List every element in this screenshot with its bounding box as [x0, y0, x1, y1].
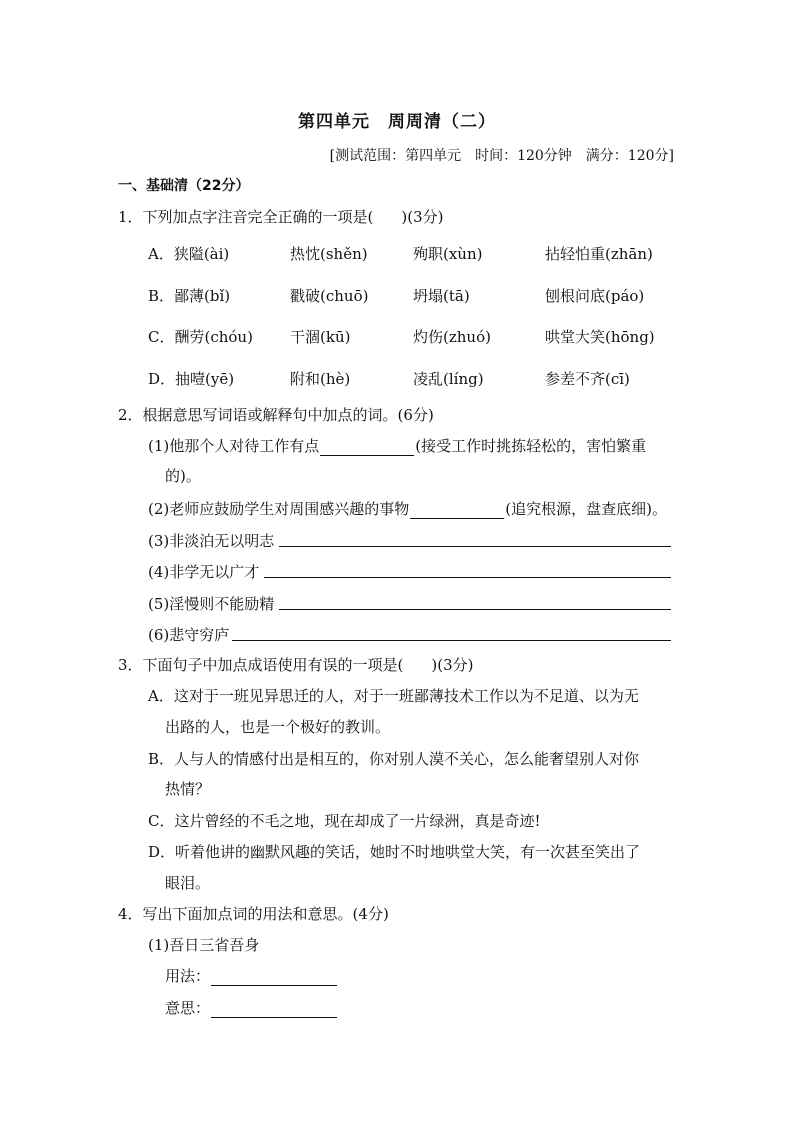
question-2-item-4	[148, 561, 671, 581]
answer-line[interactable]	[279, 609, 671, 610]
meaning-row	[165, 998, 338, 1018]
option-a-item: A．狭隘(ài)	[148, 245, 230, 263]
option-d-item: D．抽噎(yē)	[148, 370, 235, 388]
option-a-item: 拈轻怕重(zhān)	[545, 245, 653, 263]
option-b-item: 坍塌(tā)	[413, 287, 470, 305]
page-title: 第四单元 周周清（二）	[298, 112, 496, 132]
option-b-item: 戳破(chuō)	[290, 287, 369, 305]
item-hint: (接受工作时挑拣轻松的，害怕繁重	[415, 437, 647, 455]
section-heading: 一、基础清（22分）	[118, 178, 250, 194]
question-3-option-b-cont: 热情？	[165, 780, 211, 798]
option-d-item: 参差不齐(cī)	[545, 370, 630, 388]
option-d-item: 凌乱(líng)	[413, 370, 484, 388]
answer-line[interactable]	[279, 546, 671, 547]
question-3-option-d: D．听着他讲的幽默风趣的笑话，她时不时地哄堂大笑，有一次甚至笑出了	[148, 843, 641, 861]
option-c-item: C．酬劳(chóu)	[148, 328, 253, 346]
usage-answer-line[interactable]	[211, 969, 337, 986]
item-text: (2)老师应鼓励学生对周围感兴趣的事物	[148, 500, 410, 518]
answer-blank[interactable]	[320, 439, 414, 456]
question-1-score: )(3分)	[401, 208, 444, 226]
item-text: (5)淫慢则不能励精	[148, 595, 275, 613]
question-3-option-a: A．这对于一班见异思迁的人，对于一班鄙薄技术工作以为不足道、以为无	[148, 687, 639, 705]
option-d-item: 附和(hè)	[290, 370, 351, 388]
item-text: (3)非淡泊无以明志	[148, 532, 275, 550]
answer-line[interactable]	[232, 640, 671, 641]
usage-label: 用法：	[165, 967, 211, 985]
question-3-text: 3．下面句子中加点成语使用有误的一项是(	[118, 656, 404, 674]
option-a-item: 殉职(xùn)	[413, 245, 483, 263]
question-2-item-2	[148, 499, 667, 519]
question-2-stem: 2．根据意思写词语或解释句中加点的词。(6分)	[118, 406, 434, 424]
test-info: [测试范围：第四单元 时间：120分钟 满分：120分]	[329, 148, 674, 164]
item-hint: (追究根源，盘查底细)。	[505, 500, 667, 518]
question-2-item-5	[148, 593, 671, 613]
question-2-item-6	[148, 624, 671, 644]
option-c-item: 干涸(kū)	[290, 328, 351, 346]
option-a-item: 热忱(shěn)	[290, 245, 368, 263]
question-3-stem	[118, 655, 474, 675]
question-3-option-b: B．人与人的情感付出是相互的，你对别人漠不关心，怎么能奢望别人对你	[148, 750, 640, 768]
option-row-b	[148, 285, 708, 307]
question-3-option-d-cont: 眼泪。	[165, 874, 211, 892]
question-2-item-3	[148, 530, 671, 550]
option-b-item: B．鄙薄(bǐ)	[148, 287, 231, 305]
item-text: (4)非学无以广才	[148, 563, 260, 581]
item-text: (1)他那个人对待工作有点	[148, 437, 320, 455]
option-c-item: 灼伤(zhuó)	[413, 328, 491, 346]
option-b-item: 刨根问底(páo)	[545, 287, 645, 305]
option-row-d	[148, 368, 708, 390]
question-2-item-1	[148, 436, 646, 456]
item-text: (6)悲守穷庐	[148, 626, 230, 644]
question-4-stem: 4．写出下面加点词的用法和意思。(4分)	[118, 905, 389, 923]
question-1-text: 1．下列加点字注音完全正确的一项是(	[118, 208, 374, 226]
usage-row	[165, 966, 338, 986]
question-3-option-c: C．这片曾经的不毛之地，现在却成了一片绿洲，真是奇迹!	[148, 812, 541, 830]
question-3-score: )(3分)	[431, 656, 474, 674]
question-2-item-1-cont: 的)。	[165, 467, 201, 485]
question-4-item-1: (1)吾日三省吾身	[148, 936, 260, 954]
option-c-item: 哄堂大笑(hōng)	[545, 328, 655, 346]
meaning-label: 意思：	[165, 999, 211, 1017]
question-3-option-a-cont: 出路的人，也是一个极好的教训。	[165, 718, 391, 736]
answer-blank[interactable]	[410, 502, 504, 519]
meaning-answer-line[interactable]	[211, 1001, 337, 1018]
answer-line[interactable]	[264, 577, 671, 578]
option-row-c	[148, 326, 708, 348]
question-1-stem	[118, 207, 444, 227]
option-row-a	[148, 243, 708, 265]
